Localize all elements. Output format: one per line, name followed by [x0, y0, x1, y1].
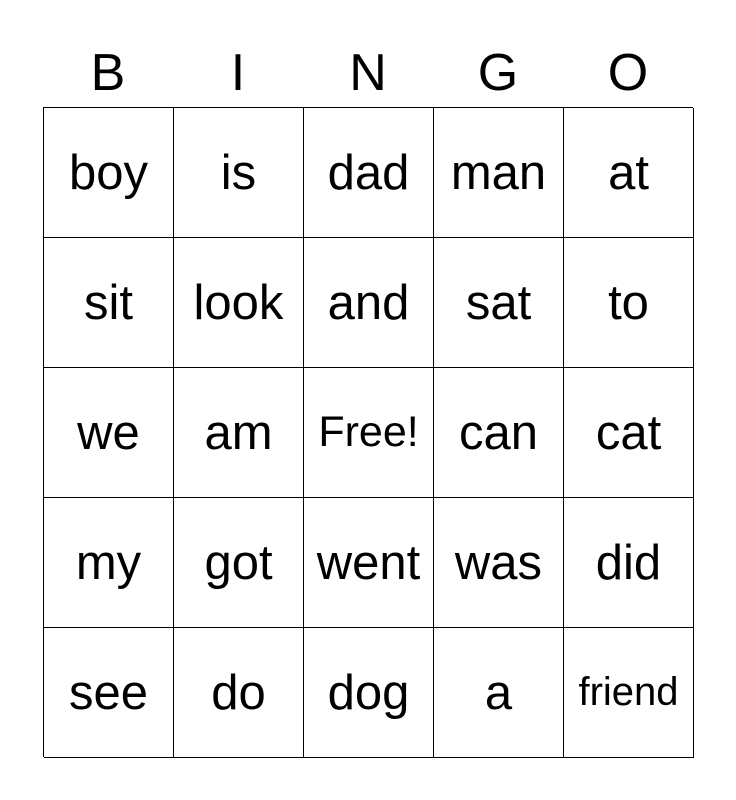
header-letter-i: I	[230, 44, 246, 102]
bingo-cell[interactable]: my	[44, 498, 174, 628]
bingo-cell[interactable]: can	[434, 368, 564, 498]
bingo-cell[interactable]: we	[44, 368, 174, 498]
bingo-cell[interactable]: boy	[44, 108, 174, 238]
header-letter-g: G	[477, 44, 519, 102]
bingo-cell[interactable]: was	[434, 498, 564, 628]
bingo-cell[interactable]: look	[174, 238, 304, 368]
bingo-cell[interactable]: sat	[434, 238, 564, 368]
free-space-cell[interactable]: Free!	[304, 368, 434, 498]
bingo-cell[interactable]: did	[564, 498, 694, 628]
bingo-cell[interactable]: dad	[304, 108, 434, 238]
bingo-cell[interactable]: see	[44, 628, 174, 758]
header-letter-n: N	[349, 44, 387, 102]
bingo-cell[interactable]: friend	[564, 628, 694, 758]
bingo-cell[interactable]: dog	[304, 628, 434, 758]
bingo-cell[interactable]: a	[434, 628, 564, 758]
bingo-cell[interactable]: cat	[564, 368, 694, 498]
header-letter-o: O	[607, 44, 649, 102]
bingo-cell[interactable]: am	[174, 368, 304, 498]
bingo-cell[interactable]: sit	[44, 238, 174, 368]
bingo-cell[interactable]: is	[174, 108, 304, 238]
bingo-cell[interactable]: got	[174, 498, 304, 628]
bingo-header	[43, 40, 693, 106]
bingo-cell[interactable]: do	[174, 628, 304, 758]
bingo-card-grid	[43, 107, 693, 757]
header-letter-b: B	[90, 44, 126, 102]
bingo-cell[interactable]: and	[304, 238, 434, 368]
bingo-cell[interactable]: man	[434, 108, 564, 238]
bingo-cell[interactable]: at	[564, 108, 694, 238]
bingo-cell[interactable]: to	[564, 238, 694, 368]
bingo-cell[interactable]: went	[304, 498, 434, 628]
